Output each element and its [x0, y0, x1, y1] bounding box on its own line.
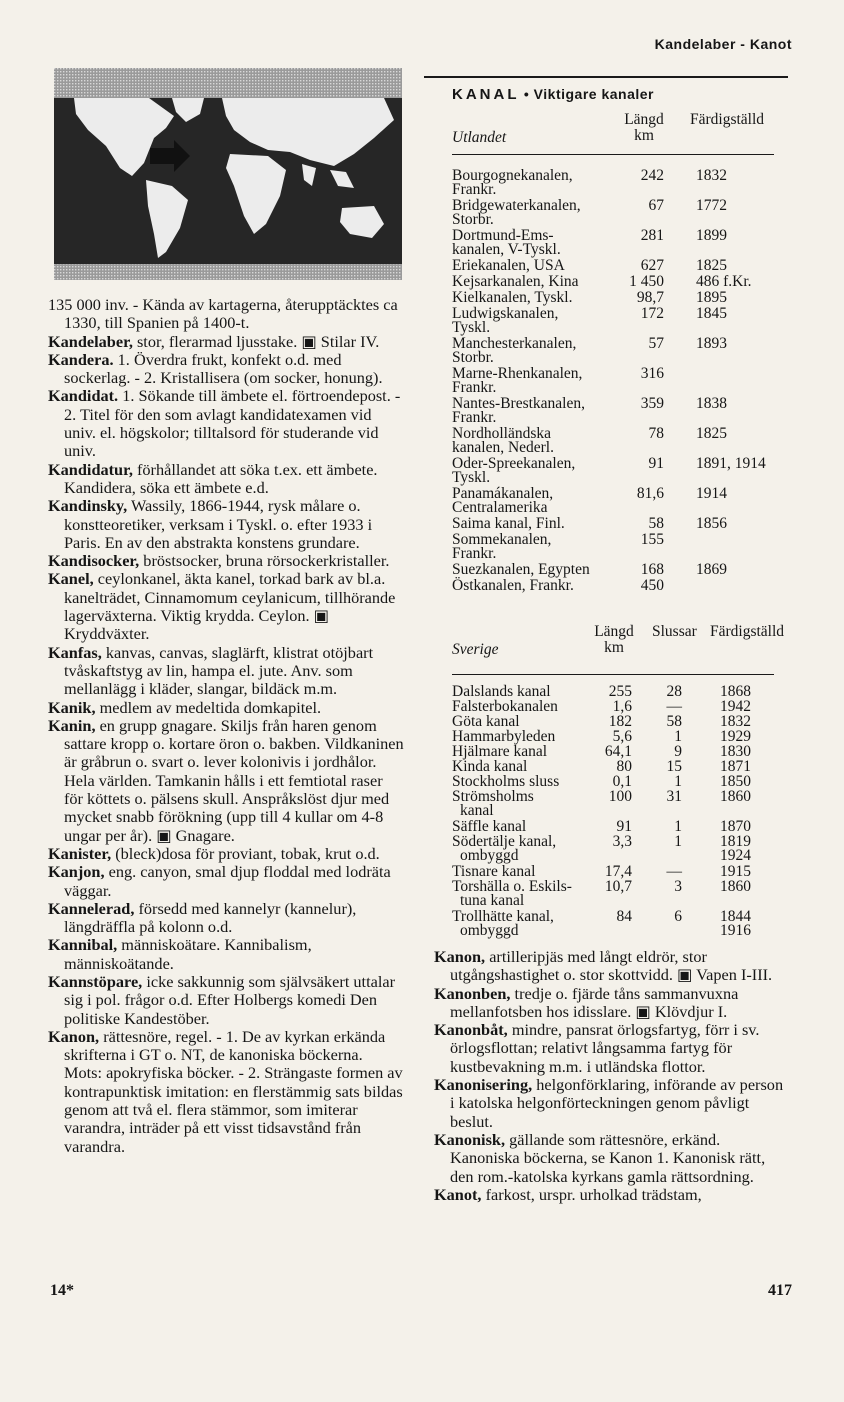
row-length: 3,3 [612, 833, 632, 850]
row-length: 84 [616, 908, 632, 925]
entry-text: artilleripjäs med långt eldrör, stor utgångshastighet o. stor skottvidd. ▣ Vapen I-III. [450, 947, 773, 985]
left-entrie-13 [48, 900, 404, 937]
entry-text: gällande som rättesnöre, erkänd. Kanoniska böckerna, se Kanon 1. Kanonisk rätt, den rom.-katolska kyrkans gamla rättsordning. [450, 1129, 766, 1186]
right-entrie-4 [434, 1131, 790, 1186]
row-name-cont: Storbr. [452, 349, 494, 366]
row-name: Sommekanalen, [452, 531, 552, 548]
sverige-rule [452, 674, 774, 675]
row-year: 1856 [696, 515, 727, 532]
left-entrie-3 [48, 387, 404, 460]
entry-text: människoätare. Kannibalism, människoätande. [64, 935, 312, 973]
table-row [452, 198, 782, 230]
row-length: 80 [616, 758, 632, 775]
table-row [452, 909, 782, 941]
row-name: Södertälje kanal, [452, 833, 557, 850]
entry-text: tredje o. fjärde tåns sammanvuxna mellanfotsben hos idisslare. ▣ Klövdjur I. [450, 983, 739, 1021]
row-length: 78 [648, 425, 664, 442]
entry-text: 1. Sökande till ämbete el. förtroendepost. - 2. Titel för den som avlagt kandidatexamen vid univ. el. högskolor; tilltalsord för studerande vid univ. [64, 386, 401, 461]
row-length: 81,6 [636, 485, 664, 502]
row-name: Göta kanal [452, 713, 520, 730]
row-length: 98,7 [636, 289, 664, 306]
row-name: Eriekanalen, USA [452, 257, 565, 274]
entry-head: Kandera. [48, 349, 114, 369]
right-entrie-5 [434, 1186, 790, 1204]
row-year: 1819 [720, 833, 751, 850]
table-row [452, 336, 782, 368]
row-name: Hammarbyleden [452, 728, 556, 745]
row-length: 168 [640, 561, 664, 578]
row-name-cont: Tyskl. [452, 469, 491, 486]
table-row [452, 306, 782, 338]
left-entrie-10 [48, 717, 404, 845]
row-length: 67 [648, 197, 664, 214]
row-length: 57 [648, 335, 664, 352]
entry-head: Kanfas, [48, 642, 102, 662]
row-name: Säffle kanal [452, 818, 527, 835]
right-entrie-3 [434, 1076, 790, 1131]
table-row [452, 396, 782, 428]
running-head: Kandelaber - Kanot [654, 36, 792, 52]
entry-text: helgonförklaring, införande av person i katolska helgonförteckningen genom påvligt beslut. [450, 1075, 784, 1131]
sverige-header-length: Längd km [594, 623, 634, 656]
row-locks: 1 [674, 833, 682, 850]
row-name-cont: Tyskl. [452, 319, 491, 336]
row-name: Saima kanal, Finl. [452, 515, 565, 532]
row-name: Stockholms sluss [452, 773, 560, 790]
row-name: Bourgognekanalen, [452, 167, 573, 184]
row-length: 1 450 [629, 273, 664, 290]
row-locks: 15 [666, 758, 682, 775]
entry-text: stor, flerarmad ljusstake. ▣ Stilar IV. [132, 331, 380, 351]
row-name-cont: Storbr. [452, 211, 494, 228]
row-name-cont: Frankr. [452, 545, 497, 562]
row-name: Manchesterkanalen, [452, 335, 577, 352]
right-entrie-2 [434, 1021, 790, 1076]
entry-head: Kanonbåt, [434, 1020, 508, 1040]
entry-head: Kanister, [48, 843, 112, 863]
row-name: Torshälla o. Eskils- [452, 878, 572, 895]
row-year: 1870 [720, 818, 751, 835]
entry-text: försedd med kannelyr (kannelur), längdräffla på kolonn o.d. [64, 898, 357, 937]
entry-head: Kanel, [48, 569, 94, 589]
entry-text: mindre, pansrat örlogsfartyg, förr i sv. örlogsflottan; relativt långsamma fartyg för kustbevakning m.m. i utländska flottor. [450, 1020, 760, 1076]
row-year: 1914 [696, 485, 727, 502]
utland-rule [452, 154, 774, 155]
entry-text: rättesnöre, regel. - 1. De av kyrkan erkända skrifterna i GT o. NT, de kanoniska böckerna. Mots: apokryfiska böcker. - 2. Strängaste formen av kontrapunktisk imitation: en flerstämmig sats bildas genom att två el. flera stämmor, som imiterar varandra, inträder på ett visst tidsavstånd från varandra. [64, 1026, 403, 1156]
row-year: 1871 [720, 758, 751, 775]
entry-text: eng. canyon, smal djup floddal med lodräta väggar. [64, 862, 391, 900]
row-name: Kielkanalen, Tyskl. [452, 289, 573, 306]
left-entrie-15 [48, 973, 404, 1028]
row-year: 1868 [720, 683, 751, 700]
row-year: 1772 [696, 197, 727, 214]
right-entrie-0 [434, 948, 790, 985]
left-entrie-8 [48, 644, 404, 699]
row-name-cont: Frankr. [452, 181, 497, 198]
row-year: 1893 [696, 335, 727, 352]
row-locks: — [666, 863, 682, 880]
row-locks: 58 [666, 713, 682, 730]
row-name: Panamákanalen, [452, 485, 554, 502]
row-name: Nordholländska [452, 425, 552, 442]
row-year: 1942 [720, 698, 751, 715]
left-entrie-11 [48, 845, 404, 863]
row-year: 1832 [696, 167, 727, 184]
entry-head: Kandidat. [48, 386, 119, 406]
utland-header-year: Färdigställd [690, 111, 765, 128]
table-title: KANAL • Viktigare kanaler [452, 86, 654, 103]
row-length: 627 [640, 257, 664, 274]
row-name-cont: ombyggd [460, 847, 519, 864]
page-number-left: 14* [50, 1282, 74, 1299]
row-name: Trollhätte kanal, [452, 908, 554, 925]
entry-head: Kandelaber, [48, 331, 133, 351]
table-row [452, 879, 782, 911]
row-year: 1850 [720, 773, 751, 790]
entry-head: Kannibal, [48, 935, 118, 955]
entry-head: Kandinsky, [48, 496, 128, 516]
left-entrie-6 [48, 552, 404, 570]
row-name-cont: tuna kanal [460, 892, 525, 909]
entry-text: Wassily, 1866-1944, rysk målare o. konstteoretiker, verksam i Tyskl. o. efter 1933 i Paris. En av den abstrakta konstens grundare. [64, 496, 373, 552]
entry-text: ceylonkanel, äkta kanel, torkad bark av bl.a. kanelträdet, Cinnamomum ceylanicum, tillhörande lagerväxterna. Viktig krydda. Ceylon. ▣ Kryddväxter. [64, 569, 396, 644]
table-row [452, 834, 782, 866]
row-year: 1825 [696, 425, 727, 442]
sverige-header-year: Färdigställd [710, 623, 785, 640]
table-row [452, 426, 782, 458]
row-name-cont: kanalen, Nederl. [452, 439, 554, 456]
table-row [452, 456, 782, 488]
row-name: Marne-Rhenkanalen, [452, 365, 583, 382]
row-length: 255 [608, 683, 632, 700]
row-name: Bridgewaterkanalen, [452, 197, 581, 214]
row-length: 281 [640, 227, 664, 244]
row-locks: 1 [674, 818, 682, 835]
row-length: 1,6 [612, 698, 632, 715]
utland-header-label: Utlandet [452, 129, 507, 146]
table-row [452, 578, 782, 610]
entry-text: icke sakkunnig som självsäkert uttalar sig i pol. frågor o.d. Efter Holbergs komedi Den politiske Kandestöber. [64, 971, 395, 1028]
row-length: 359 [640, 395, 664, 412]
row-name: Strömsholms [452, 788, 534, 805]
entry-head: Kannstöpare, [48, 971, 143, 991]
sverige-header-label: Sverige [452, 641, 499, 658]
entry-head: Kanonisering, [434, 1075, 533, 1095]
entry-text: medlem av medeltida domkapitel. [95, 697, 322, 717]
utland-header-length: Längd km [624, 111, 664, 144]
table-row [452, 532, 782, 564]
entry-head: Kandidatur, [48, 459, 133, 479]
entry-text: farkost, urspr. urholkad trädstam, [481, 1184, 702, 1204]
row-year: 1844 [720, 908, 751, 925]
entry-head: Kanot, [434, 1184, 482, 1204]
row-name-cont: kanal [460, 802, 494, 819]
row-year: 1845 [696, 305, 727, 322]
row-locks: 1 [674, 728, 682, 745]
table-row [452, 228, 782, 260]
row-year: 1899 [696, 227, 727, 244]
row-locks: 9 [674, 743, 682, 760]
table-row [452, 168, 782, 200]
entry-head: Kandisocker, [48, 551, 140, 571]
row-length: 172 [640, 305, 664, 322]
left-entrie-5 [48, 497, 404, 552]
entry-text: kanvas, canvas, slaglärft, klistrat otöjbart tvåskaftstyg av lin, hampa el. jute. Anv. som mellanlägg i kläder, slangar, bildäck m.m. [64, 642, 374, 699]
row-locks: — [666, 698, 682, 715]
row-length: 155 [640, 531, 664, 548]
table-row [452, 789, 782, 821]
row-name: Nantes-Brestkanalen, [452, 395, 585, 412]
row-length: 5,6 [612, 728, 632, 745]
row-name: Hjälmare kanal [452, 743, 548, 760]
entry-text: förhållandet att söka t.ex. ett ämbete. Kandidera, söka ett ämbete e.d. [64, 459, 378, 497]
row-name: Kinda kanal [452, 758, 528, 775]
row-name: Oder-Spreekanalen, [452, 455, 576, 472]
row-name: Dalslands kanal [452, 683, 551, 700]
row-length: 10,7 [604, 878, 632, 895]
row-year: 1860 [720, 878, 751, 895]
row-length: 316 [640, 365, 664, 382]
entry-head: Kanin, [48, 715, 96, 735]
row-length: 100 [608, 788, 632, 805]
row-length: 91 [616, 818, 632, 835]
row-year-rebuilt: 1924 [720, 847, 751, 864]
table-row [452, 366, 782, 398]
row-name: Tisnare kanal [452, 863, 536, 880]
row-name-cont: kanalen, V-Tyskl. [452, 241, 561, 258]
row-length: 17,4 [604, 863, 632, 880]
left-entrie-1 [48, 333, 404, 351]
row-length: 450 [640, 577, 664, 594]
table-row [452, 486, 782, 518]
row-year-rebuilt: 1916 [720, 922, 751, 939]
right-column [434, 948, 790, 1204]
row-year: 1825 [696, 257, 727, 274]
entry-text: (bleck)dosa för proviant, tobak, krut o.d. [111, 843, 380, 863]
row-length: 0,1 [612, 773, 632, 790]
left-entrie-14 [48, 936, 404, 973]
left-entrie-9 [48, 699, 404, 717]
entry-text: 135 000 inv. - Kända av kartagerna, återupptäcktes ca 1330, till Spanien på 1400-t. [48, 295, 398, 333]
row-year: 1915 [720, 863, 751, 880]
row-name: Suezkanalen, Egypten [452, 561, 590, 578]
row-name-cont: Centralamerika [452, 499, 548, 516]
row-locks: 28 [666, 683, 682, 700]
row-length: 182 [608, 713, 632, 730]
sverige-header-locks: Slussar [652, 623, 697, 640]
row-year: 1830 [720, 743, 751, 760]
row-name-cont: ombyggd [460, 922, 519, 939]
entry-head: Kanjon, [48, 862, 105, 882]
right-entrie-1 [434, 985, 790, 1022]
row-name: Kejsarkanalen, Kina [452, 273, 579, 290]
row-length: 242 [640, 167, 664, 184]
row-name: Östkanalen, Frankr. [452, 577, 574, 594]
row-name: Ludwigskanalen, [452, 305, 559, 322]
row-year: 1929 [720, 728, 751, 745]
page-number-right: 417 [768, 1282, 792, 1299]
row-year: 1891, 1914 [696, 455, 766, 472]
entry-head: Kanon, [434, 947, 486, 966]
row-year: 1895 [696, 289, 727, 306]
left-column [48, 296, 404, 1156]
row-name-cont: Frankr. [452, 409, 497, 426]
left-entrie-0 [48, 296, 404, 333]
left-entrie-7 [48, 570, 404, 643]
row-year: 1832 [720, 713, 751, 730]
world-map-icon [54, 68, 402, 280]
row-year: 1860 [720, 788, 751, 805]
entry-text: 1. Överdra frukt, konfekt o.d. med sockerlag. - 2. Kristallisera (om socker, honung). [64, 349, 383, 388]
row-name: Dortmund-Ems- [452, 227, 554, 244]
row-name-cont: Frankr. [452, 379, 497, 396]
row-year: 486 f.Kr. [696, 273, 752, 290]
row-locks: 6 [674, 908, 682, 925]
row-length: 64,1 [604, 743, 632, 760]
row-locks: 1 [674, 773, 682, 790]
entry-text: bröstsocker, bruna rörsockerkristaller. [139, 551, 390, 571]
row-locks: 3 [674, 878, 682, 895]
entry-head: Kanon, [48, 1026, 100, 1046]
row-length: 58 [648, 515, 664, 532]
row-year: 1838 [696, 395, 727, 412]
entry-head: Kanonben, [434, 983, 511, 1003]
row-year: 1869 [696, 561, 727, 578]
left-entrie-2 [48, 351, 404, 388]
entry-head: Kanik, [48, 697, 96, 717]
row-locks: 31 [666, 788, 682, 805]
left-entrie-16 [48, 1028, 404, 1156]
entry-head: Kannelerad, [48, 898, 135, 918]
left-entrie-4 [48, 461, 404, 498]
canal-table [424, 76, 788, 939]
row-name: Falsterbokanalen [452, 698, 558, 715]
entry-text: en grupp gnagare. Skiljs från haren genom sattare kropp o. kortare öron o. bakben. Vildkaninen är gråbrun o. svart o. lever kolonivis i jordhålor. Hela världen. Tamkanin hålls i ett femtiotal raser för köttets o. pälsens skull. Anspråkslöst djur med mycket snabb förökning (upp till 4 kullar om 4-8 ungar per år). ▣ Gnagare. [64, 715, 404, 845]
row-length: 91 [648, 455, 664, 472]
entry-head: Kanonisk, [434, 1129, 506, 1149]
left-entrie-12 [48, 863, 404, 900]
